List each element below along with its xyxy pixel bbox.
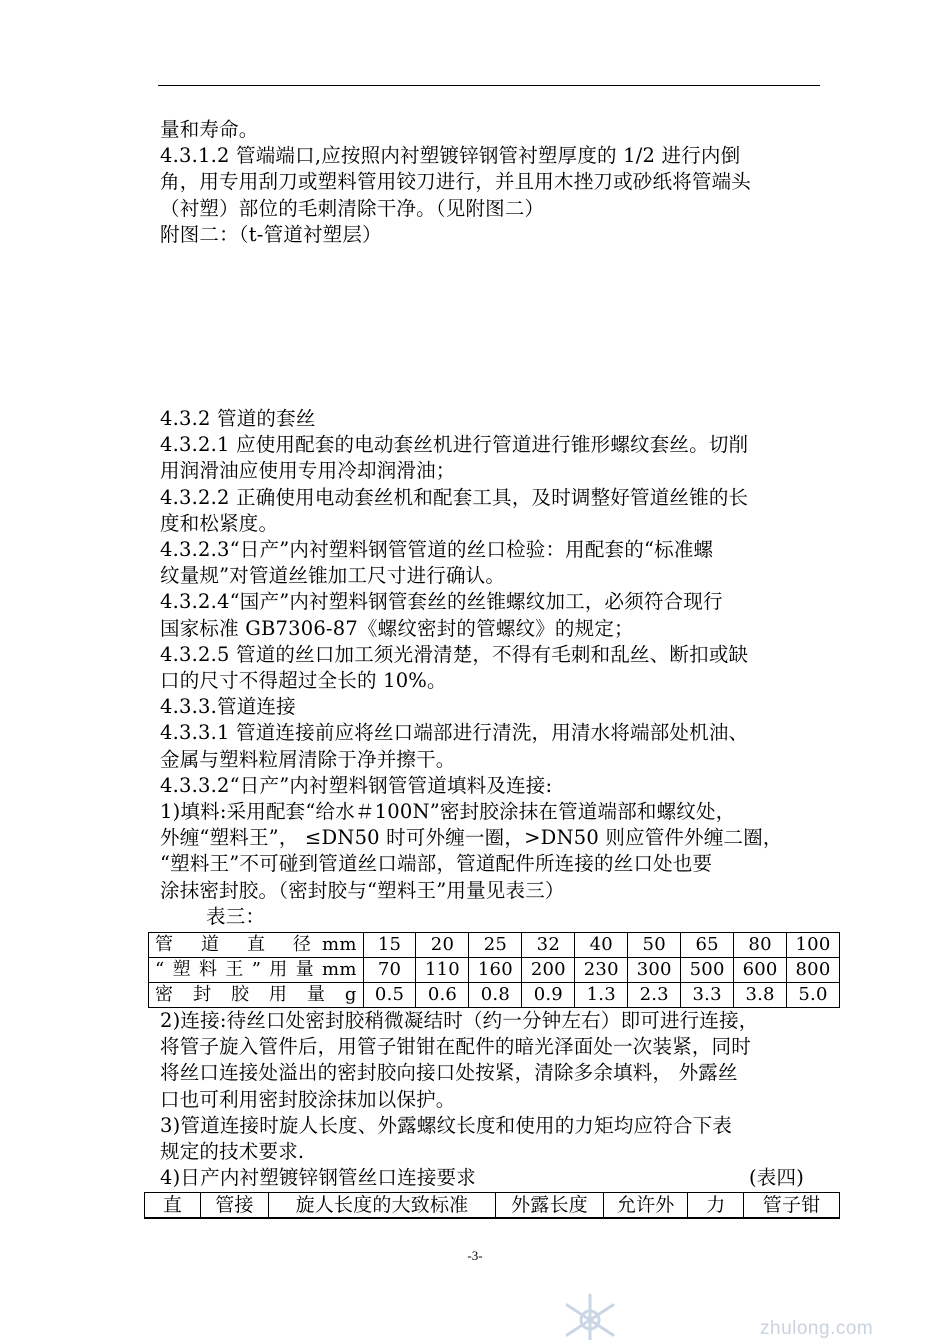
table-cell: 3.8	[734, 983, 787, 1008]
snowflake-logo-icon	[555, 1290, 625, 1340]
text-line: “塑料王”不可碰到管道丝口端部，管道配件所连接的丝口处也要	[160, 852, 713, 876]
table-cell: 25	[469, 933, 522, 958]
text-line: 金属与塑料粒屑清除于净并擦干。	[160, 747, 456, 771]
table-cell: 3.3	[681, 983, 734, 1008]
table-cell: 110	[416, 958, 469, 983]
text-line: 用润滑油应使用专用冷却润滑油；	[160, 459, 456, 483]
text-line: 口的尺寸不得超过全长的 10%。	[160, 669, 447, 693]
table-header-cell: 直	[145, 1192, 201, 1218]
text-line: （衬塑）部位的毛刺清除干净。（见附图二）	[160, 196, 545, 220]
table-cell: 0.5	[363, 983, 416, 1008]
text-line: 4.3.2.2 正确使用电动套丝机和配套工具，及时调整好管道丝锥的长	[160, 485, 749, 509]
table-header-cell: 旋人长度的大致标准	[269, 1192, 496, 1218]
text-line: 4.3.2.3“日产”内衬塑料钢管管道的丝口检验：用配套的“标准螺	[160, 538, 714, 562]
text-line: 口也可利用密封胶涂抹加以保护。	[160, 1087, 456, 1111]
table-cell: 0.6	[416, 983, 469, 1008]
section-after	[160, 1008, 840, 1165]
table-row	[149, 933, 840, 958]
table-cell: 20	[416, 933, 469, 958]
table3	[148, 932, 840, 1008]
table4-title: 4)日产内衬塑镀锌钢管丝口连接要求	[160, 1166, 476, 1190]
figure-placeholder	[160, 248, 840, 406]
text-line: 2)连接:待丝口处密封胶稍微凝结时（约一分钟左右）即可进行连接，	[160, 1009, 759, 1033]
page-number: -3-	[467, 1248, 483, 1263]
table-row	[149, 958, 840, 983]
text-line: 角，用专用刮刀或塑料管用铰刀进行，并且用木挫刀或砂纸将管端头	[160, 170, 752, 194]
section-heading: 4.3.3.管道连接	[160, 695, 296, 719]
table-cell: 200	[522, 958, 575, 983]
text-line: 国家标准 GB7306-87《螺纹密封的管螺纹》的规定；	[160, 616, 634, 640]
table-cell: 32	[522, 933, 575, 958]
table-header-cell: 允许外	[604, 1192, 688, 1218]
table-header-cell: 管子钳	[744, 1192, 840, 1218]
table4-tag: (表四)	[748, 1166, 804, 1190]
table-cell: 80	[734, 933, 787, 958]
text-line: 4.3.2.4“国产”内衬塑料钢管套丝的丝锥螺纹加工，必须符合现行	[160, 590, 723, 614]
table-cell: 65	[681, 933, 734, 958]
table-cell: 100	[787, 933, 840, 958]
table-cell: 500	[681, 958, 734, 983]
table-row-label: 管 道 直 径mm	[149, 933, 364, 958]
table-cell: 600	[734, 958, 787, 983]
text-line: 4.3.1.2 管端端口,应按照内衬塑镀锌钢管衬塑厚度的 1/2 进行内倒	[160, 144, 741, 168]
text-line: 纹量规”对管道丝锥加工尺寸进行确认。	[160, 564, 506, 588]
text-line: 规定的技术要求.	[160, 1140, 305, 1164]
table-header-cell: 力	[688, 1192, 744, 1218]
table-cell: 1.3	[575, 983, 628, 1008]
text-line: 4.3.2.5 管道的丝口加工须光滑清楚，不得有毛刺和乱丝、断扣或缺	[160, 642, 749, 666]
text-line: 度和松紧度。	[160, 511, 279, 535]
text-line: 量和寿命。	[160, 118, 259, 141]
table-row-label: “塑料王”用量mm	[149, 958, 364, 983]
section-middle	[160, 406, 840, 904]
table-cell: 300	[628, 958, 681, 983]
table4-caption	[160, 1165, 804, 1191]
table-cell: 160	[469, 958, 522, 983]
document-body	[155, 117, 840, 1219]
table-header-row	[145, 1192, 840, 1218]
table-cell: 2.3	[628, 983, 681, 1008]
table-header-cell: 管接	[200, 1192, 268, 1218]
text-line: 涂抹密封胶。（密封胶与“塑料王”用量见表三）	[160, 878, 565, 902]
table3-title: 表三：	[206, 904, 266, 928]
table-cell: 800	[787, 958, 840, 983]
text-line: 1)填料:采用配套“给水＃100N”密封胶涂抹在管道端部和螺纹处，	[160, 800, 736, 824]
table-row	[149, 983, 840, 1008]
table-cell: 50	[628, 933, 681, 958]
table-cell: 230	[575, 958, 628, 983]
section-top	[160, 117, 840, 248]
table-cell: 5.0	[787, 983, 840, 1008]
table-cell: 15	[363, 933, 416, 958]
table-cell: 40	[575, 933, 628, 958]
figure-caption: 附图二：（t-管道衬塑层）	[160, 222, 382, 246]
table-header-cell: 外露长度	[495, 1192, 603, 1218]
text-line: 4.3.3.2“日产”内衬塑料钢管管道填料及连接:	[160, 773, 553, 797]
table-cell: 0.8	[469, 983, 522, 1008]
table-cell: 70	[363, 958, 416, 983]
text-line: 将管子旋入管件后，用管子钳钳在配件的暗光泽面处一次装紧，同时	[160, 1035, 752, 1059]
table4	[144, 1192, 840, 1219]
table-cell: 0.9	[522, 983, 575, 1008]
table-row-label: 密 封 胶 用 量 g	[149, 983, 364, 1008]
text-line: 外缠“塑料王”， ≤DN50 时可外缠一圈，>DN50 则应管件外缠二圈，	[160, 826, 783, 850]
text-line: 3)管道连接时旋人长度、外露螺纹长度和使用的力矩均应符合下表	[160, 1113, 733, 1137]
header-rule	[158, 85, 820, 86]
text-line: 4.3.3.1 管道连接前应将丝口端部进行清洗，用清水将端部处机油、	[160, 721, 749, 745]
text-line: 4.3.2.1 应使用配套的电动套丝机进行管道进行锥形螺纹套丝。切削	[160, 433, 749, 457]
watermark-text: zhulong.com	[760, 1318, 874, 1339]
text-line: 将丝口连接处溢出的密封胶向接口处按紧，清除多余填料， 外露丝	[160, 1061, 738, 1085]
section-heading: 4.3.2 管道的套丝	[160, 407, 316, 431]
